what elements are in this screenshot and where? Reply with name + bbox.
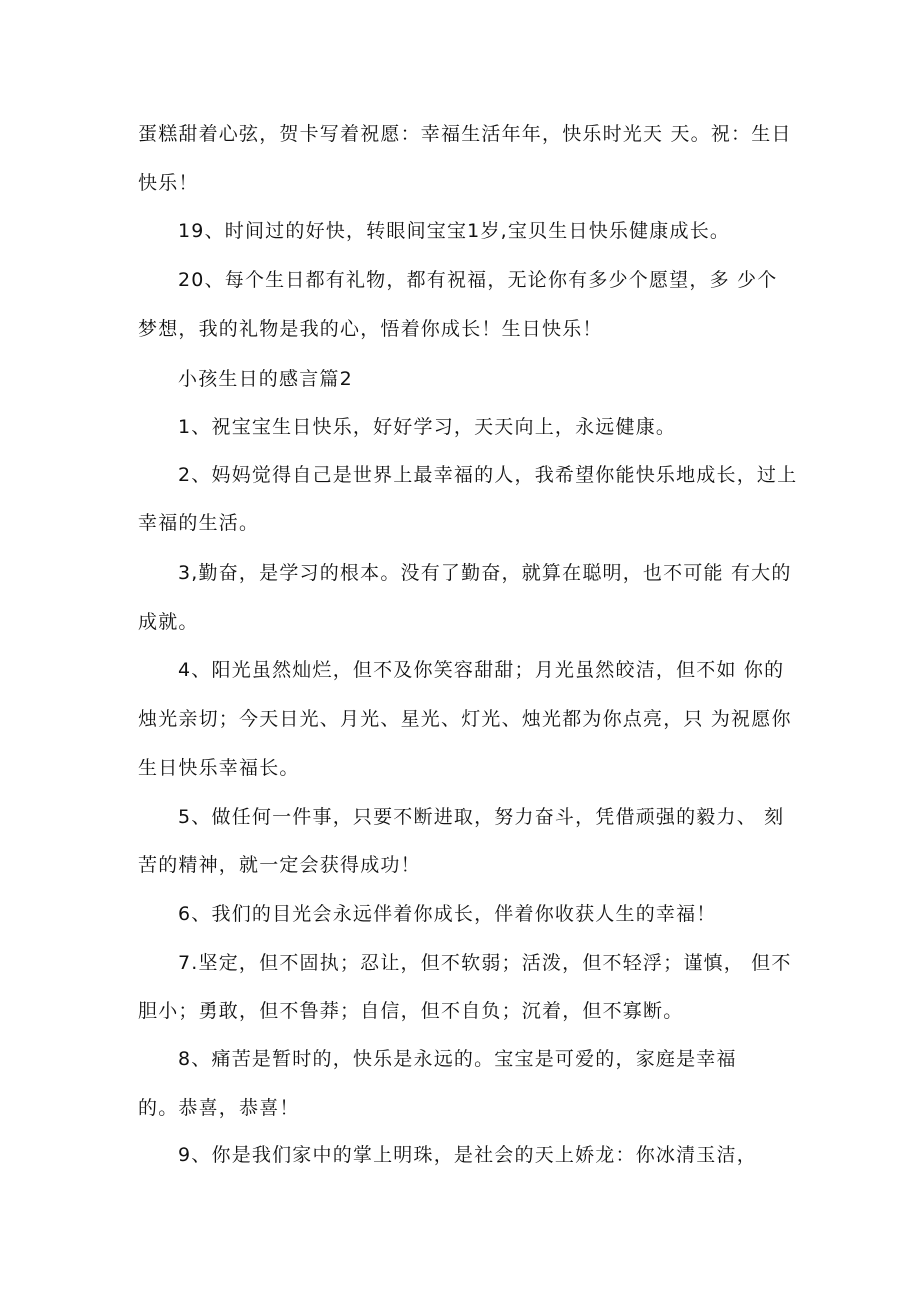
text-line: 9、你是我们家中的掌上明珠，是社会的天上娇龙：你冰清玉洁，	[178, 1144, 757, 1166]
text-line: 的。恭喜，恭喜！	[138, 1097, 300, 1119]
text-line: 8、痛苦是暂时的，快乐是永远的。宝宝是可爱的，家庭是幸福	[178, 1048, 737, 1070]
text-line: 1、祝宝宝生日快乐，好好学习，天天向上，永远健康。	[178, 416, 677, 438]
text-line: 7.坚定，但不固执；忍让，但不软弱；活泼，但不轻浮；谨慎， 但不	[178, 952, 792, 974]
text-line: 20、每个生日都有礼物，都有祝福，无论你有多少个愿望，多 少个	[178, 269, 778, 291]
text-line: 2、妈妈觉得自己是世界上最幸福的人，我希望你能快乐地成长，过上	[178, 464, 798, 486]
text-line: 生日快乐幸福长。	[138, 757, 300, 779]
text-line: 苦的精神，就一定会获得成功！	[138, 854, 421, 876]
text-line: 胆小；勇敢，但不鲁莽；自信，但不自负；沉着，但不寡断。	[138, 1000, 684, 1022]
text-line: 4、阳光虽然灿烂，但不及你笑容甜甜；月光虽然皎洁，但不如 你的	[178, 659, 785, 681]
text-line: 烛光亲切；今天日光、月光、星光、灯光、烛光都为你点亮，只 为祝愿你	[138, 708, 792, 730]
text-line: 幸福的生活。	[138, 512, 260, 534]
text-line: 成就。	[138, 611, 199, 633]
text-line: 19、时间过的好快，转眼间宝宝1岁,宝贝生日快乐健康成长。	[178, 220, 731, 242]
section-heading: 小孩生日的感言篇2	[178, 368, 353, 390]
text-line: 蛋糕甜着心弦，贺卡写着祝愿：幸福生活年年，快乐时光天 天。祝：生日	[138, 123, 792, 145]
text-line: 6、我们的目光会永远伴着你成长，伴着你收获人生的幸福！	[178, 903, 717, 925]
text-line: 快乐！	[138, 172, 199, 194]
text-line: 5、做任何一件事，只要不断进取，努力奋斗，凭借顽强的毅力、 刻	[178, 806, 785, 828]
text-line: 梦想，我的礼物是我的心，悟着你成长！生日快乐！	[138, 318, 603, 340]
text-line: 3,勤奋，是学习的根本。没有了勤奋，就算在聪明，也不可能 有大的	[178, 562, 792, 584]
